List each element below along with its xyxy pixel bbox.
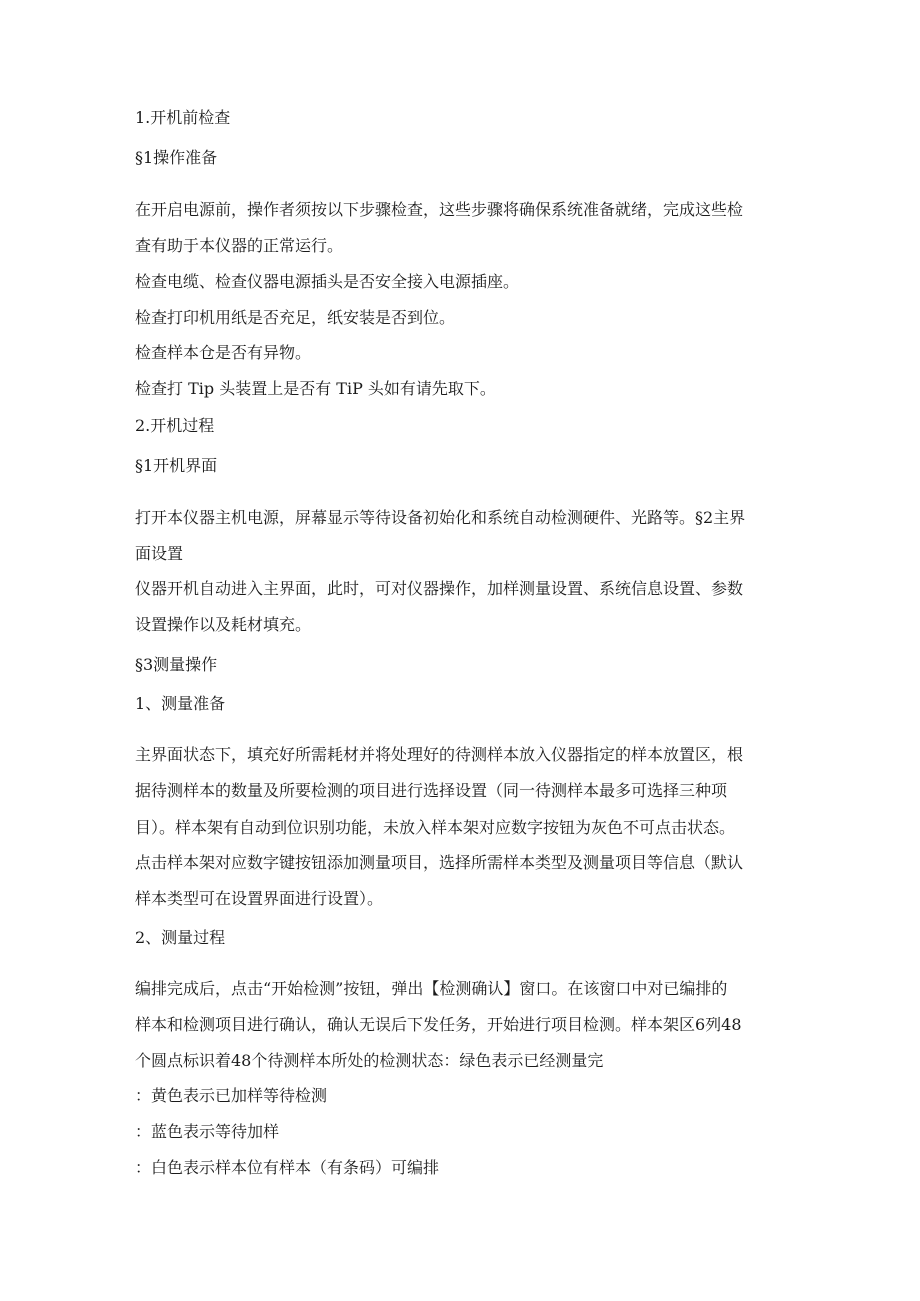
- status-legend-item: ：蓝色表示等待加样: [135, 1122, 280, 1141]
- paragraph-line: 个圆点标识着48个待测样本所处的检测状态：绿色表示已经测量完: [135, 1051, 604, 1070]
- subheading-measurement-process: 2、测量过程: [135, 928, 226, 947]
- paragraph-line: 据待测样本的数量及所要检测的项目进行选择设置（同一待测样本最多可选择三种项: [135, 781, 728, 800]
- paragraph-line: 编排完成后，点击“开始检测”按钮，弹出【检测确认】窗口。在该窗口中对已编排的: [135, 979, 728, 998]
- status-legend-item: ：黄色表示已加样等待检测: [135, 1086, 328, 1105]
- subheading-measurement-prep: 1、测量准备: [135, 694, 226, 713]
- checklist-item: 检查样本仓是否有异物。: [135, 343, 312, 362]
- paragraph-line: 面设置: [135, 544, 184, 563]
- paragraph-line: 在开启电源前，操作者须按以下步骤检查，这些步骤将确保系统准备就绪，完成这些检: [135, 200, 744, 219]
- checklist-item: 检查电缆、检查仪器电源插头是否安全接入电源插座。: [135, 272, 520, 291]
- subheading-operation-prep: §1操作准备: [135, 148, 218, 167]
- paragraph-line: 主界面状态下，填充好所需耗材并将处理好的待测样本放入仪器指定的样本放置区，根: [135, 745, 744, 764]
- paragraph-line: 仪器开机自动进入主界面，此时，可对仪器操作，加样测量设置、系统信息设置、参数: [135, 579, 744, 598]
- heading-power-on-process: 2.开机过程: [135, 416, 215, 435]
- heading-power-on-check: 1.开机前检查: [135, 108, 231, 127]
- paragraph-line: 目）。样本架有自动到位识别功能，未放入样本架对应数字按钮为灰色不可点击状态。: [135, 818, 736, 837]
- paragraph-line: 样本和检测项目进行确认，确认无误后下发任务，开始进行项目检测。样本架区6列48: [135, 1015, 742, 1034]
- paragraph-line: 打开本仪器主机电源，屏幕显示等待设备初始化和系统自动检测硬件、光路等。§2主界: [135, 508, 746, 527]
- paragraph-line: 样本类型可在设置界面进行设置）。: [135, 889, 384, 908]
- paragraph-line: 设置操作以及耗材填充。: [135, 615, 312, 634]
- status-legend-item: ：白色表示样本位有样本（有条码）可编排: [135, 1158, 440, 1177]
- subheading-power-on-screen: §1开机界面: [135, 456, 218, 475]
- paragraph-line: 查有助于本仪器的正常运行。: [135, 236, 344, 255]
- checklist-item: 检查打印机用纸是否充足，纸安装是否到位。: [135, 308, 456, 327]
- checklist-item: 检查打 Tip 头装置上是否有 TiP 头如有请先取下。: [135, 379, 496, 398]
- subheading-measurement-operation: §3测量操作: [135, 655, 218, 674]
- paragraph-line: 点击样本架对应数字键按钮添加测量项目，选择所需样本类型及测量项目等信息（默认: [135, 853, 744, 872]
